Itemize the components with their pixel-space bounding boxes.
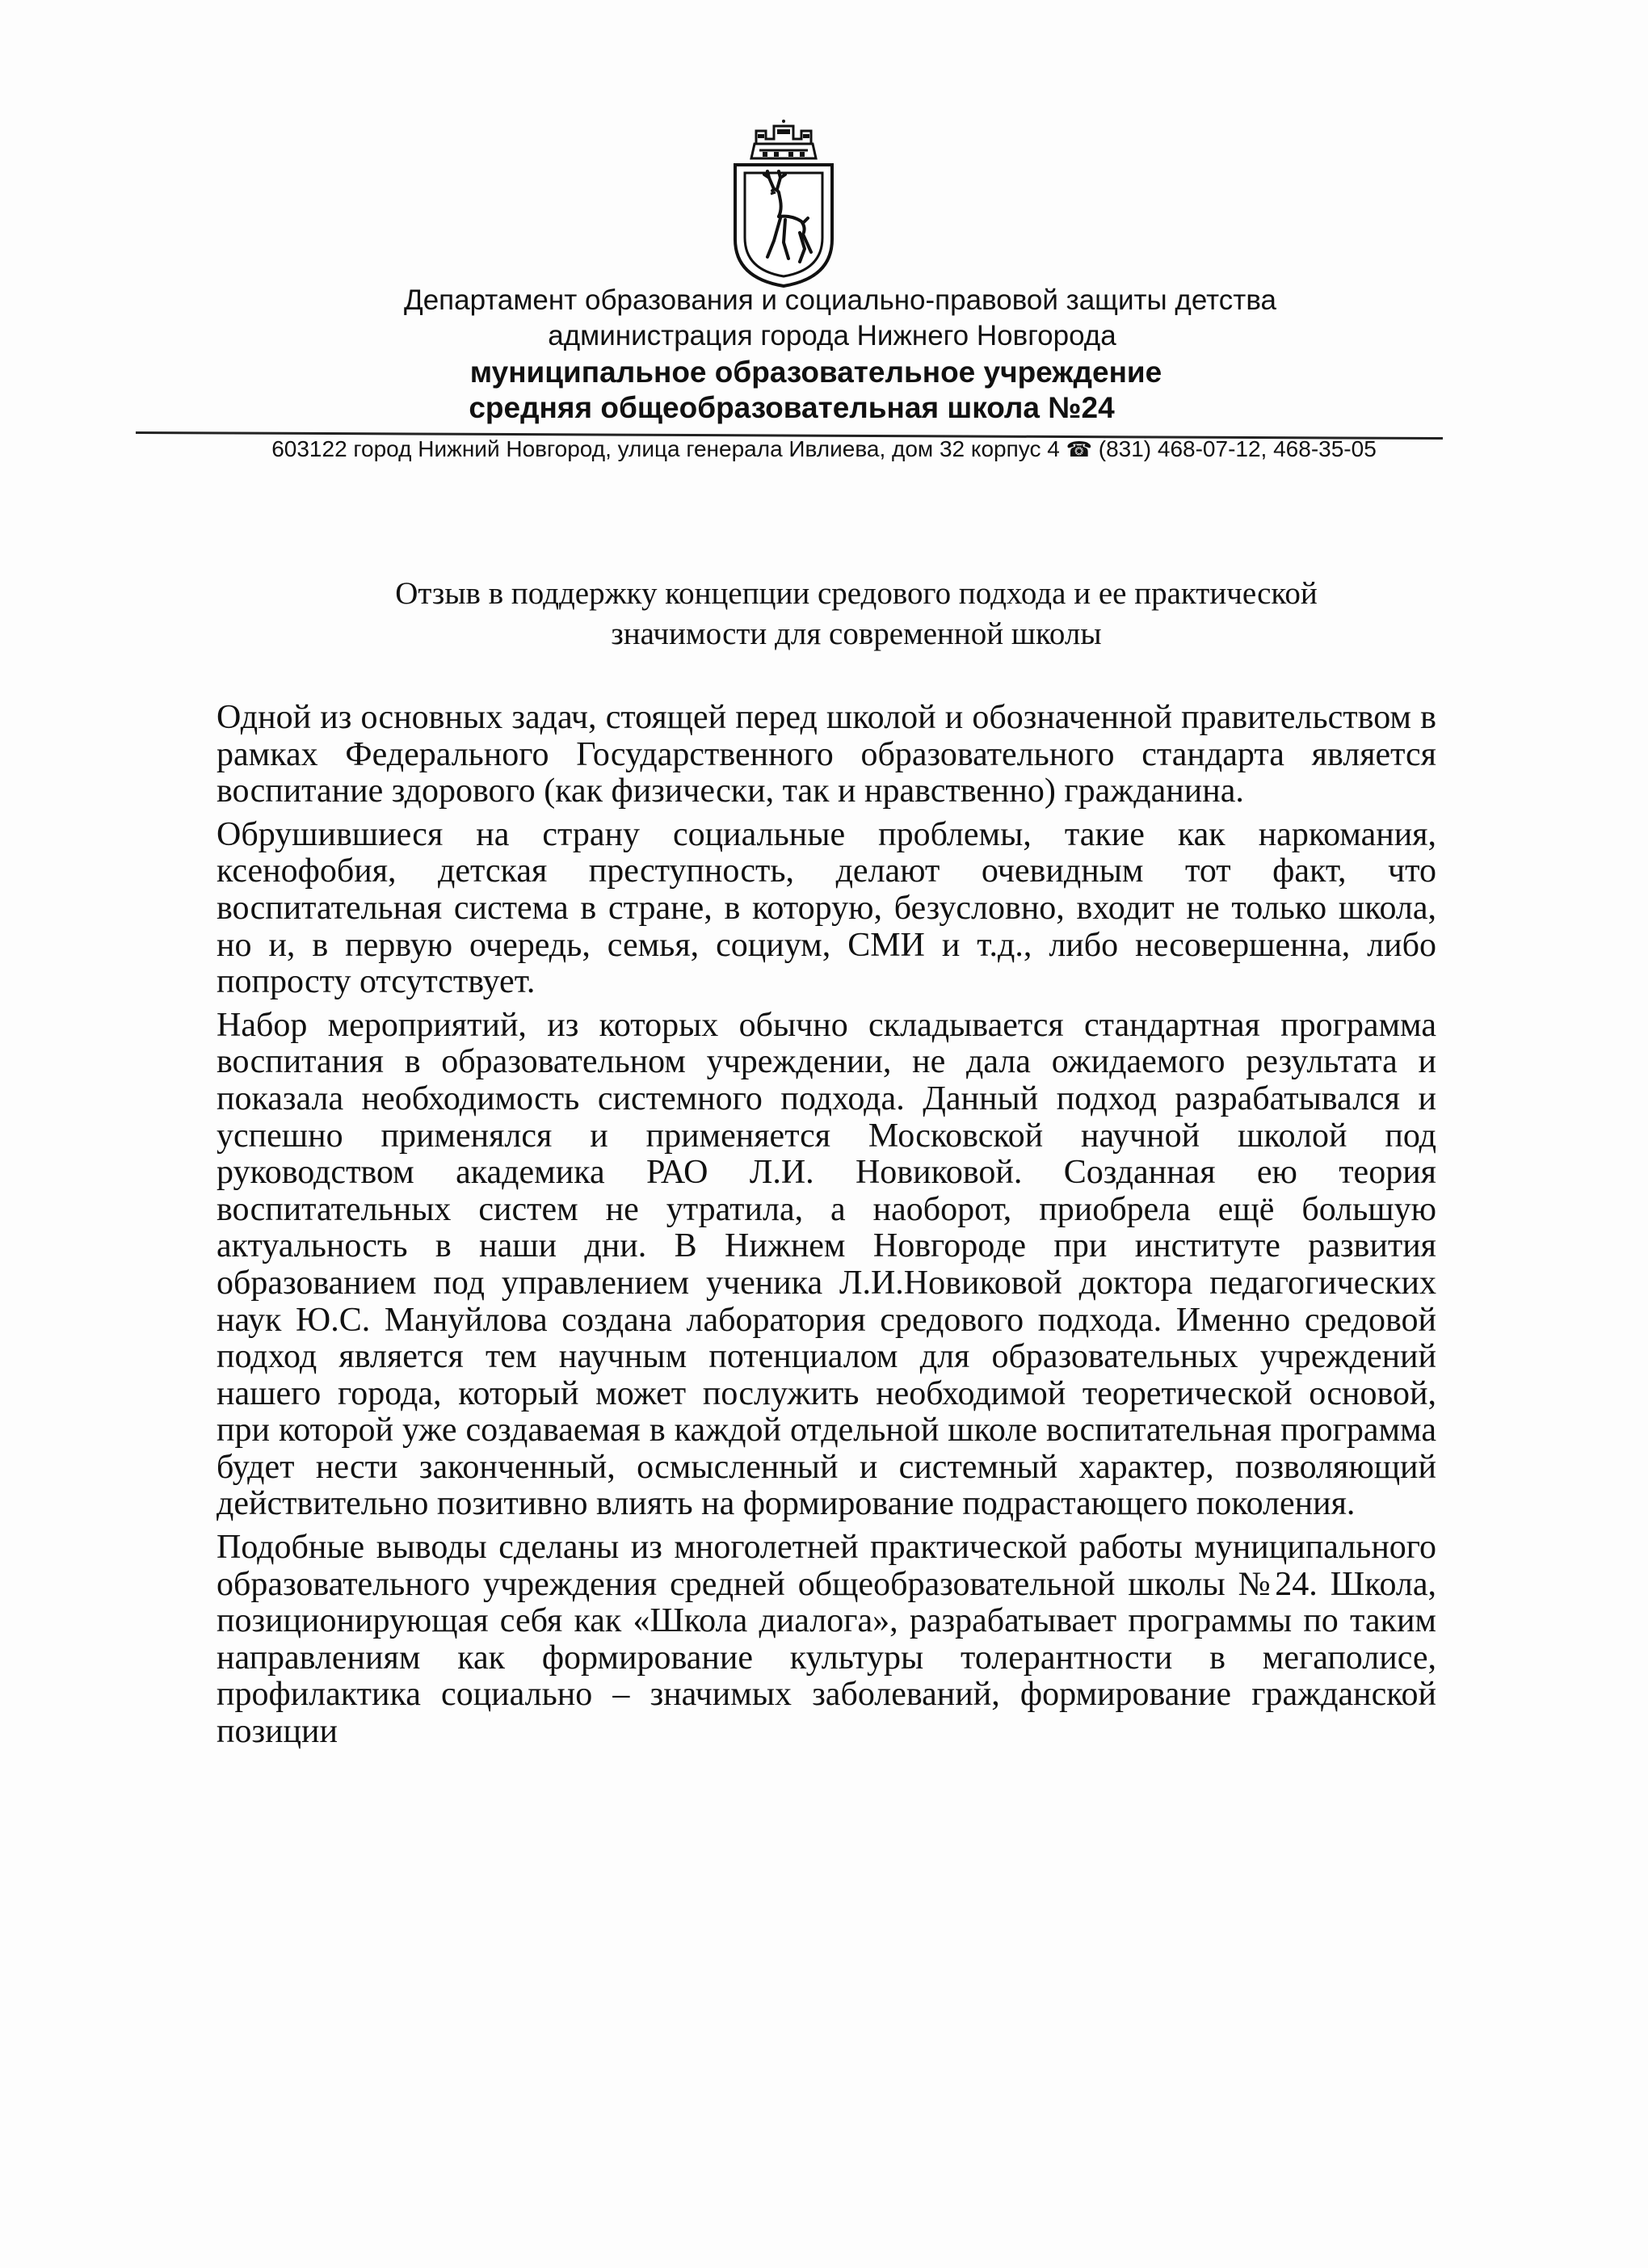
document-title-line-1: Отзыв в поддержку концепции средового подхода и ее практической — [395, 576, 1318, 611]
document-title — [32, 574, 1648, 654]
coat-of-arms-deer-shield-icon — [727, 120, 840, 289]
address-line — [0, 436, 1648, 462]
paragraph: Обрушившиеся на страну социальные проблемы, такие как наркомания, ксенофобия, детская преступность, делают очевидным тот факт, что воспитательная система в стране, в которую, безусловно, входит не только школа, но и, в первую очередь, семья, социум, СМИ и т.д., либо несовершенна, либо попросту отсутствует. — [217, 815, 1436, 1001]
paragraph: Набор мероприятий, из которых обычно складывается стандартная программа воспитания в образовательном учреждении, не дала ожидаемого результата и показала необходимость системного подхода. Данный подход разрабатывался и успешно применялся и применяется Московской научной школой под руководством академика РАО Л.И. Новиковой. Созданная ею теория воспитательных систем не утратила, а наоборот, приобрела ещё большую актуальность в наши дни. В Нижнем Новгороде при институте развития образованием под управлением ученика Л.И.Новиковой доктора педагогических наук Ю.С. Мануйлова создана лаборатория средового подхода. Именно средовой подход является тем научным потенциалом для образовательных учреждений нашего города, который может послужить необходимой теоретической основой, при которой уже создаваемая в каждой отдельной школе воспитательная программа будет нести законченный, осмысленный и системный характер, позволяющий действительно позитивно влиять на формирование подрастающего поколения. — [217, 1006, 1436, 1523]
paragraph: Одной из основных задач, стоящей перед школой и обозначенной правительством в рамках Федерального Государственного образовательного стандарта является воспитание здорового (как физически, так и нравственно) гражданина. — [217, 699, 1436, 810]
administration-line: администрация города Нижнего Новгорода — [548, 320, 1116, 351]
phone-numbers: (831) 468-07-12, 468-35-05 — [1098, 436, 1377, 461]
school-name-line-1: муниципальное образовательное учреждение — [469, 356, 1162, 389]
document-title-line-2: значимости для современной школы — [611, 616, 1102, 651]
document-body — [217, 700, 1436, 1757]
address-text: 603122 город Нижний Новгород, улица генерала Ивлиева, дом 32 корпус 4 — [271, 436, 1060, 461]
school-name-line-2: средняя общеобразовательная школа №24 — [469, 391, 1115, 424]
telephone-icon: ☎ — [1066, 437, 1092, 461]
paragraph: Подобные выводы сделаны из многолетней практической работы муниципального образовательного учреждения средней общеобразовательной школы №24. Школа, позиционирующая себя как «Школа диалога», разрабатывает программы по таким направлениям как формирование культуры толерантности в мегаполисе, профилактика социально – значимых заболеваний, формирование гражданской позиции — [217, 1529, 1436, 1751]
department-line: Департамент образования и социально-правовой защиты детства — [403, 284, 1276, 316]
